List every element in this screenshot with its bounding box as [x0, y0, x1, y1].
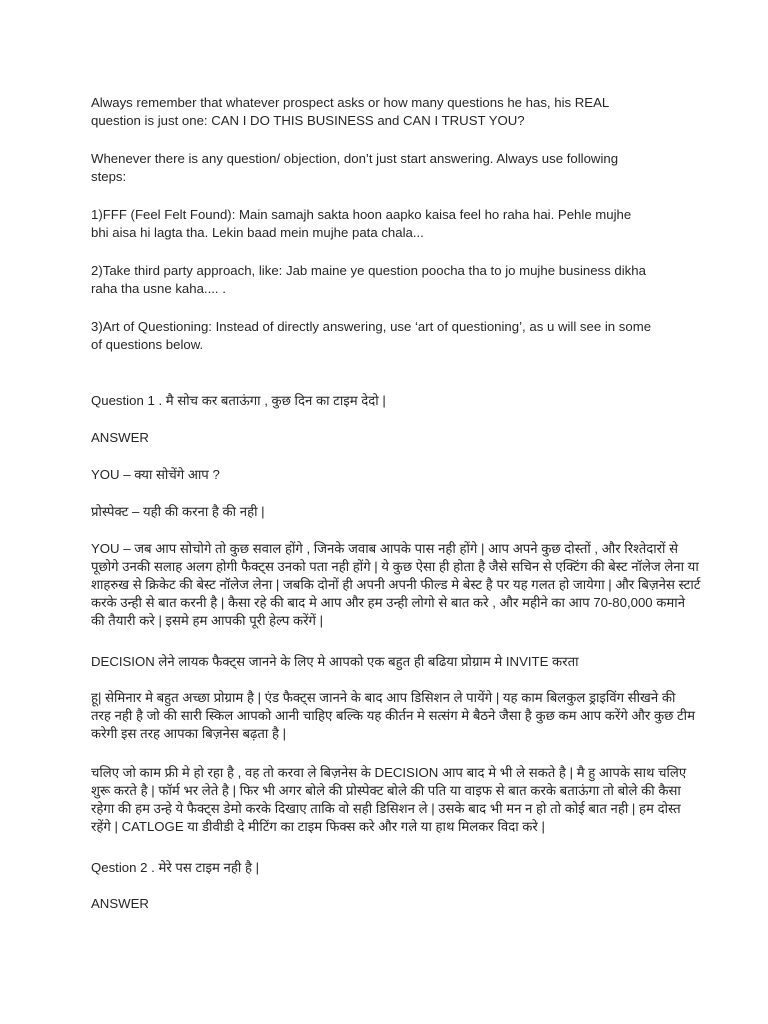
answer-2-label: ANSWER: [91, 896, 149, 911]
closing-line-3: रहेगा की हम उन्हे ये फैक्ट्स डेमो करके दिखाए ताकि वो सही डिसिशन ले | उसके बाद भी मन न हो तो कोई बात नही | हम दोस्त: [91, 801, 681, 816]
step-1-line-2: bhi aisa hi lagta tha. Lekin baad mein mujhe pata chala...: [91, 225, 424, 240]
closing-line-4: रहेंगे | CATLOGE या डीवीडी दे मीटिंग का टाइम फिक्स करे और गले या हाथ मिलकर विदा करे |: [91, 819, 545, 834]
you-response-line-2: पूछोगे उनकी सलाह अलग होगी फैक्ट्स उनको पता नही होंगे | ये कुछ ऐसा ही होता है जैसे सचिन से एक्टिंग की बेस्ट नॉलेज लेना या: [91, 559, 699, 574]
step-1-line-1: 1)FFF (Feel Felt Found): Main samajh sakta hoon aapko kaisa feel ho raha hai. Pehle mujhe: [91, 207, 632, 222]
you-response-line-1: YOU – जब आप सोचोगे तो कुछ सवाल होंगे , जिनके जवाब आपके पास नही होंगे | आप अपने कुछ दोस्तों , और रिश्तेदारों से: [91, 541, 679, 556]
intro-line-2: question is just one: CAN I DO THIS BUSINESS and CAN I TRUST YOU?: [91, 113, 525, 128]
step-3-paragraph: [91, 318, 691, 354]
question-2-heading: Qestion 2 . मेरे पस टाइम नही है |: [91, 860, 260, 875]
prospect-reply-line: प्रोस्पेक्ट – यही की करना है की नही |: [91, 504, 265, 519]
step-3-line-1: 3)Art of Questioning: Instead of directly answering, use ‘art of questioning’, as u will see in some: [91, 319, 652, 334]
step-1-paragraph: [91, 206, 691, 242]
step-2-line-1: 2)Take third party approach, like: Jab maine ye question poocha tha to jo mujhe business dikha: [91, 263, 646, 278]
you-response-paragraph: [91, 540, 701, 630]
step-2-line-2: raha tha usne kaha.... .: [91, 281, 226, 296]
closing-line-2: शुरू करते है | फॉर्म भर लेते है | फिर भी अगर बोले की प्रोस्पेक्ट बोले की पति या वाइफ से बात करके बताऊंगा तो बोले की कैसा: [91, 783, 681, 798]
you-response-line-5: की तैयारी करे | इसमे हम आपकी पूरी हेल्प करेंगें |: [91, 613, 324, 628]
closing-paragraph: [91, 764, 691, 836]
closing-line-1: चलिए जो काम फ्री मे हो रहा है , वह तो करवा ले बिज़नेस के DECISION आप बाद मे भी ले सकते है | मै हु आपके साथ चलिए: [91, 765, 687, 780]
steps-intro-line-2: steps:: [91, 169, 127, 184]
intro-line-1: Always remember that whatever prospect asks or how many questions he has, his REAL: [91, 95, 610, 110]
you-response-line-4: करके उन्ही से बात करनी है | कैसा रहे की बाद मे आप और हम उन्ही लोगो से बात करे , और महीने का आप 70-80,000 कमाने: [91, 595, 686, 610]
seminar-line-3: करेगी इस तरह आपका बिज़नेस बढ़ता है |: [91, 726, 287, 741]
seminar-paragraph: [91, 689, 695, 743]
you-response-line-3: शाहरुख से क्रिकेट की बेस्ट नॉलेज लेना | जबकि दोनों ही अपनी अपनी फील्ड मे बेस्ट है पर यह गलत हो जायेगा | और बिज़नेस स्टार्ट: [91, 577, 701, 592]
step-3-line-2: of questions below.: [91, 337, 204, 352]
seminar-line-1: हू| सेमिनार मे बहुत अच्छा प्रोग्राम है | एंड फैक्ट्स जानने के बाद आप डिसिशन ले पायेंगे | यह काम बिलकुल ड्राइविंग सीखने की: [91, 690, 676, 705]
seminar-line-2: तरह नही है जो की सारी स्किल आपको आनी चाहिए बल्कि यह कीर्तन मे सत्संग मे बैठने जैसा है कुछ कम आप करेंगे और कुछ टीम: [91, 708, 695, 723]
decision-line: DECISION लेने लायक फैक्ट्स जानने के लिए मे आपको एक बहुत ही बढिया प्रोग्राम मे INVITE करता: [91, 654, 579, 669]
answer-1-label: ANSWER: [91, 430, 149, 445]
intro-paragraph: [91, 94, 691, 130]
question-1-heading: Question 1 . मै सोच कर बताऊंगा , कुछ दिन का टाइम देदो |: [91, 393, 386, 408]
steps-intro-paragraph: [91, 150, 691, 186]
you-question-line: YOU – क्या सोचेंगे आप ?: [91, 467, 220, 482]
steps-intro-line-1: Whenever there is any question/ objection, don’t just start answering. Always use following: [91, 151, 619, 166]
step-2-paragraph: [91, 262, 691, 298]
